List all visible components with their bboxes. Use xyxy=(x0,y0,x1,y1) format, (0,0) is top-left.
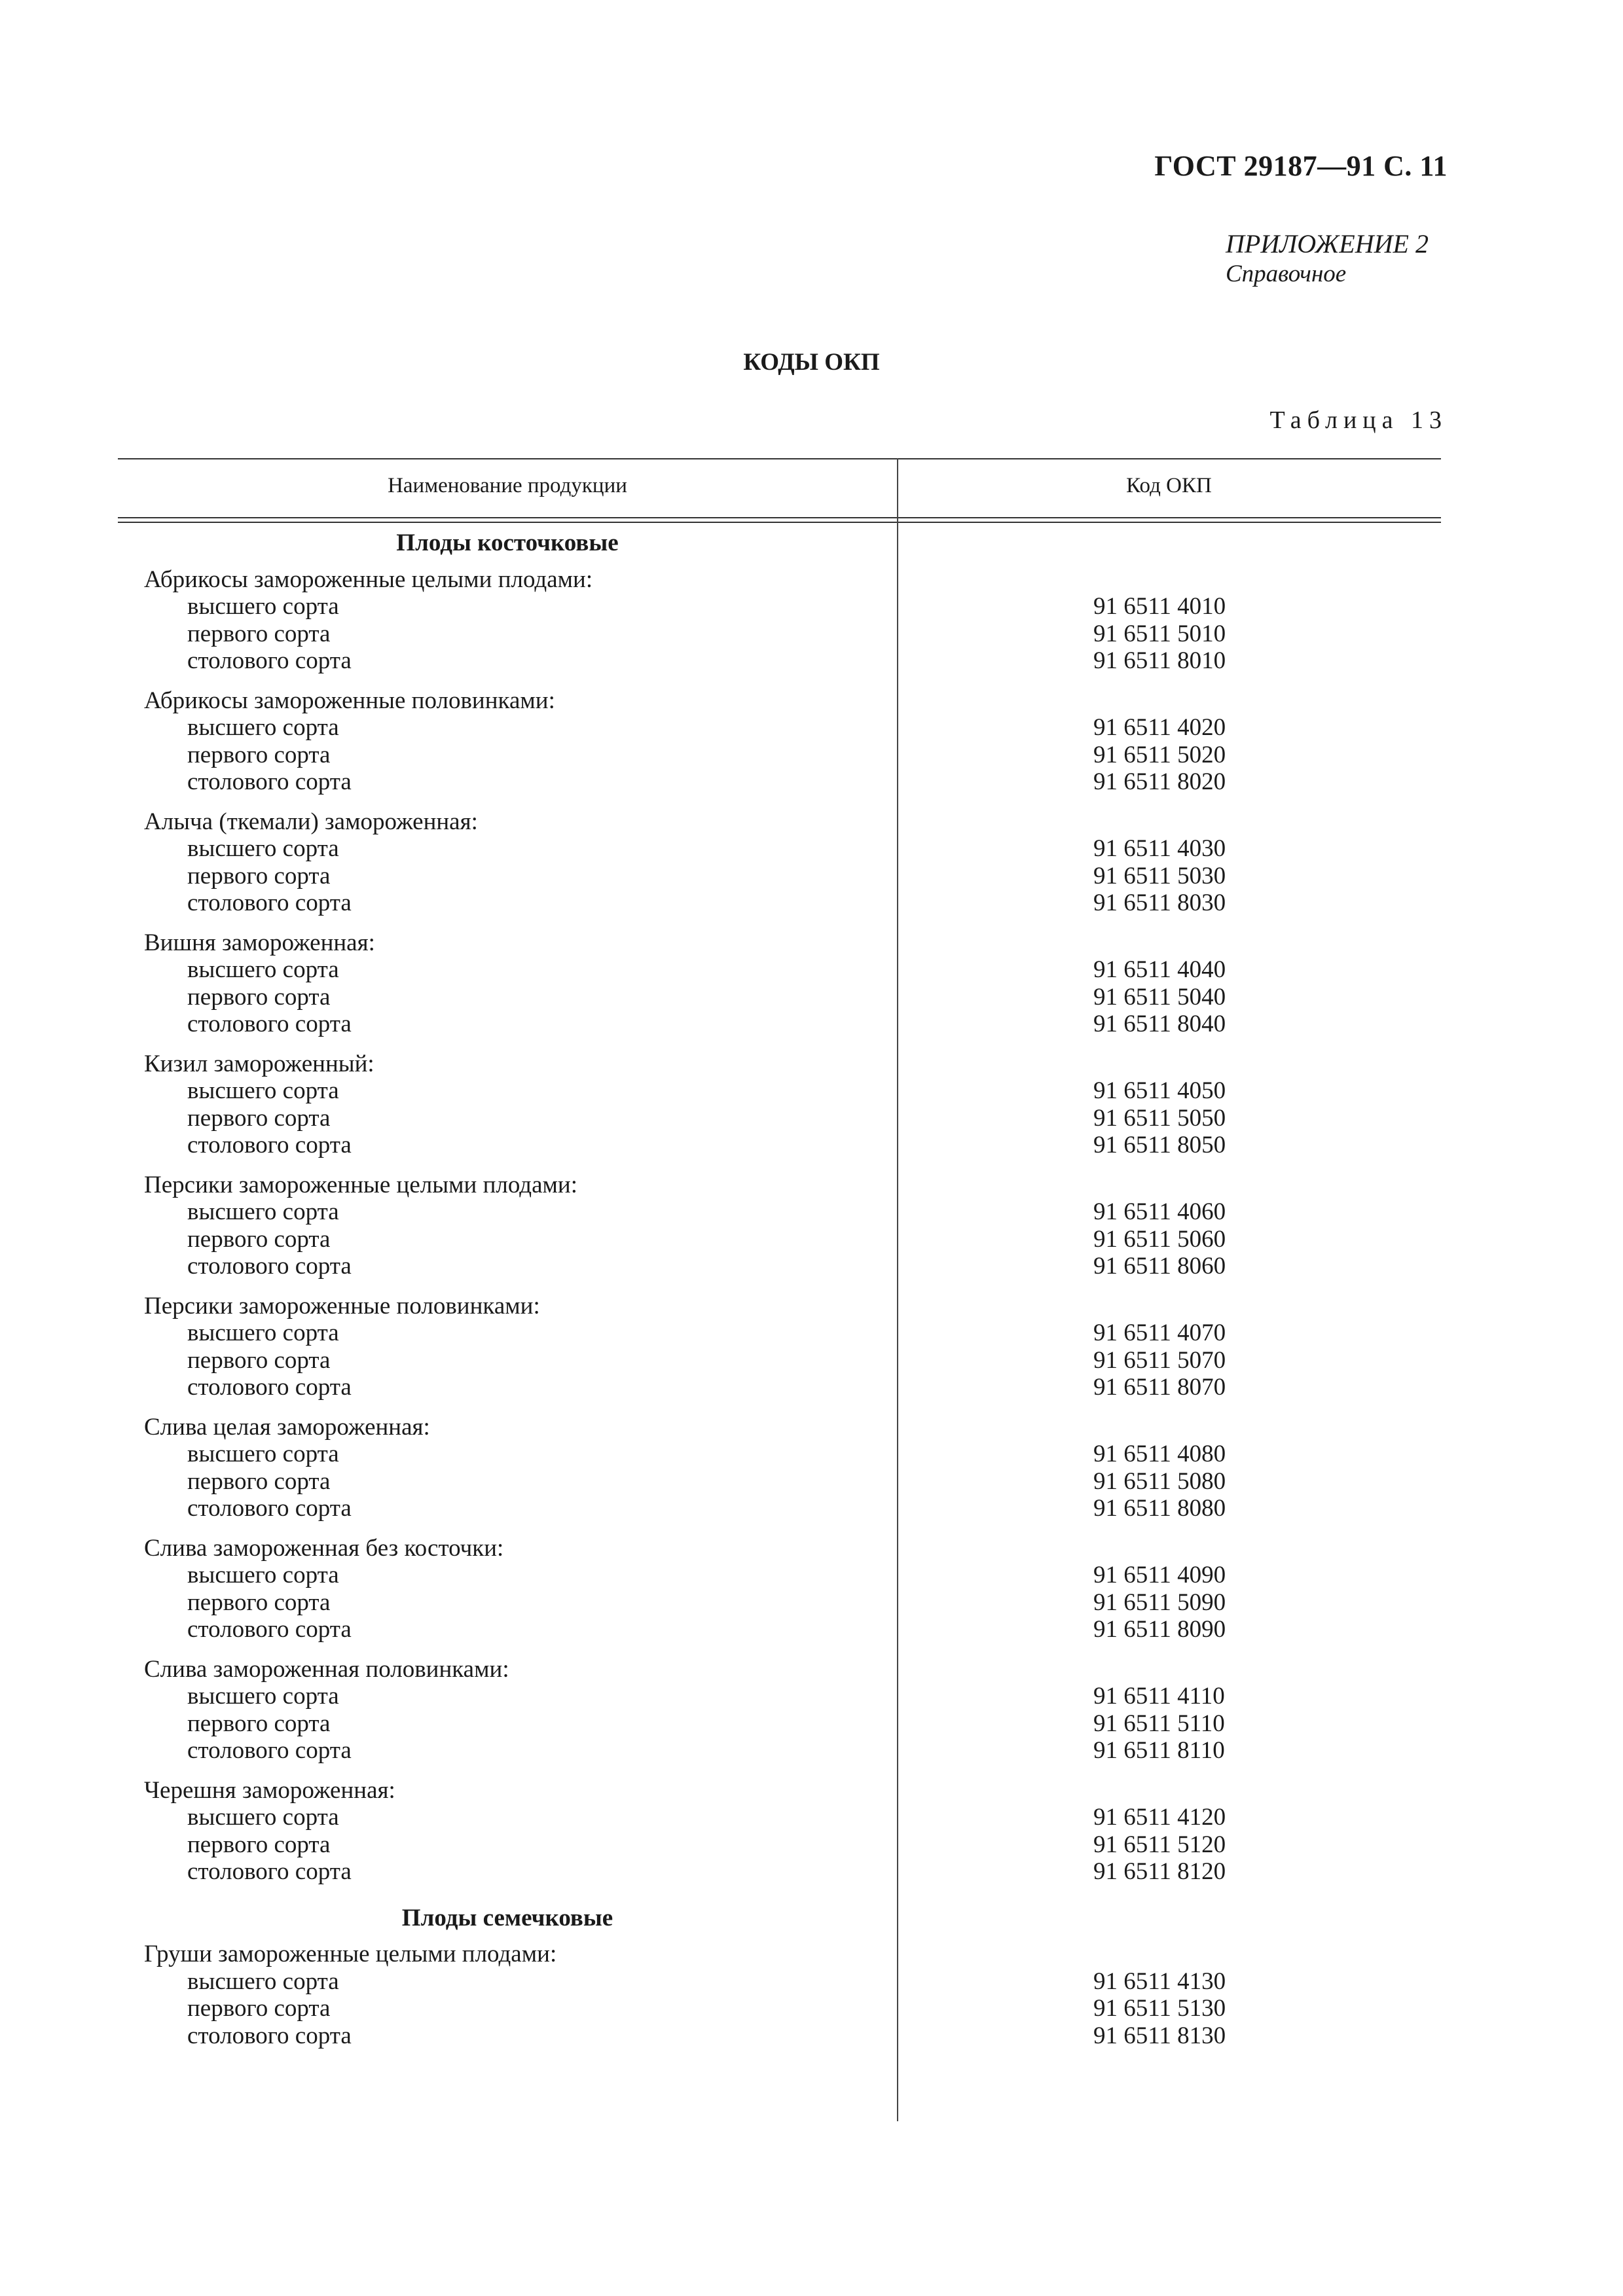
okp-code: 91 6511 8010 xyxy=(1093,647,1226,674)
product-group-name: Слива замороженная без косточки: xyxy=(144,1534,504,1562)
grade-label: первого сорта xyxy=(187,1588,331,1616)
okp-code: 91 6511 5060 xyxy=(1093,1225,1226,1253)
product-group xyxy=(118,1656,1441,1777)
grade-label: столового сорта xyxy=(187,1132,352,1158)
okp-codes-table xyxy=(118,458,1441,2062)
okp-code: 91 6511 8110 xyxy=(1093,1737,1225,1764)
table-body xyxy=(118,523,1441,2062)
table-row xyxy=(118,1495,1441,1522)
group-row xyxy=(118,1050,1441,1078)
product-group-name: Слива замороженная половинками: xyxy=(144,1655,509,1683)
grade-label: столового сорта xyxy=(187,2022,352,2049)
okp-code: 91 6511 8120 xyxy=(1093,1858,1226,1885)
grade-label: столового сорта xyxy=(187,768,352,795)
table-row xyxy=(118,1374,1441,1401)
grade-label: высшего сорта xyxy=(187,1319,339,1346)
okp-code: 91 6511 8060 xyxy=(1093,1253,1226,1280)
okp-code: 91 6511 5080 xyxy=(1093,1467,1226,1495)
grade-label: высшего сорта xyxy=(187,714,339,741)
grade-label: высшего сорта xyxy=(187,1077,339,1104)
product-group xyxy=(118,1414,1441,1535)
table-row xyxy=(118,835,1441,863)
product-group-name: Алыча (ткемали) замороженная: xyxy=(144,808,478,835)
table-row xyxy=(118,1077,1441,1105)
appendix-type: Справочное xyxy=(1226,260,1347,287)
grade-label: столового сорта xyxy=(187,1616,352,1643)
grade-label: высшего сорта xyxy=(187,835,339,862)
product-group xyxy=(118,929,1441,1050)
table-row xyxy=(118,1737,1441,1765)
grade-label: первого сорта xyxy=(187,1346,331,1374)
table-header xyxy=(118,459,1441,517)
group-row xyxy=(118,808,1441,836)
okp-code: 91 6511 5030 xyxy=(1093,862,1226,889)
table-row xyxy=(118,714,1441,742)
grade-label: первого сорта xyxy=(187,1710,331,1737)
appendix-label: ПРИЛОЖЕНИЕ 2 xyxy=(1226,229,1429,259)
grade-label: первого сорта xyxy=(187,1467,331,1495)
okp-code: 91 6511 4040 xyxy=(1093,956,1226,983)
grade-label: первого сорта xyxy=(187,1104,331,1132)
table-row xyxy=(118,1589,1441,1617)
okp-code: 91 6511 5090 xyxy=(1093,1588,1226,1616)
product-group-name: Абрикосы замороженные половинками: xyxy=(144,687,555,714)
group-row xyxy=(118,1941,1441,1968)
table-label: Таблица 13 xyxy=(1269,406,1448,434)
table-row xyxy=(118,956,1441,984)
grade-label: столового сорта xyxy=(187,1858,352,1885)
table-row xyxy=(118,1011,1441,1038)
table-row xyxy=(118,1683,1441,1710)
table-row xyxy=(118,1995,1441,2022)
product-group xyxy=(118,566,1441,687)
table-row xyxy=(118,742,1441,769)
group-row xyxy=(118,929,1441,957)
okp-code: 91 6511 4010 xyxy=(1093,593,1226,620)
okp-code: 91 6511 8090 xyxy=(1093,1616,1226,1643)
table-row xyxy=(118,1319,1441,1347)
table-row xyxy=(118,647,1441,675)
table-header-rule xyxy=(118,517,1441,523)
grade-label: высшего сорта xyxy=(187,956,339,983)
okp-code: 91 6511 8130 xyxy=(1093,2022,1226,2049)
okp-code: 91 6511 4130 xyxy=(1093,1967,1226,1995)
grade-label: столового сорта xyxy=(187,1737,352,1764)
grade-label: столового сорта xyxy=(187,1253,352,1280)
okp-code: 91 6511 4060 xyxy=(1093,1198,1226,1225)
okp-code: 91 6511 4070 xyxy=(1093,1319,1226,1346)
product-group-name: Слива целая замороженная: xyxy=(144,1413,430,1441)
okp-code: 91 6511 4030 xyxy=(1093,835,1226,862)
okp-code: 91 6511 8030 xyxy=(1093,889,1226,916)
group-row xyxy=(118,1535,1441,1562)
okp-code: 91 6511 4120 xyxy=(1093,1804,1226,1831)
grade-label: столового сорта xyxy=(187,1495,352,1522)
okp-code: 91 6511 5020 xyxy=(1093,741,1226,768)
okp-code: 91 6511 5070 xyxy=(1093,1346,1226,1374)
table-row xyxy=(118,1198,1441,1226)
table-row xyxy=(118,889,1441,917)
product-group xyxy=(118,687,1441,808)
table-row xyxy=(118,1132,1441,1159)
grade-label: первого сорта xyxy=(187,862,331,889)
grade-label: первого сорта xyxy=(187,1225,331,1253)
table-row xyxy=(118,1710,1441,1738)
table-row xyxy=(118,1968,1441,1996)
product-group-name: Груши замороженные целыми плодами: xyxy=(144,1941,557,1967)
product-group xyxy=(118,1941,1441,2062)
product-group-name: Персики замороженные целыми плодами: xyxy=(144,1171,578,1198)
table-row xyxy=(118,1253,1441,1280)
product-group xyxy=(118,1535,1441,1656)
product-group xyxy=(118,1777,1441,1898)
table-row xyxy=(118,620,1441,648)
okp-code: 91 6511 5050 xyxy=(1093,1104,1226,1132)
okp-code: 91 6511 4050 xyxy=(1093,1077,1226,1104)
product-group xyxy=(118,808,1441,929)
grade-label: столового сорта xyxy=(187,1011,352,1037)
column-header-okp-code: Код ОКП xyxy=(1126,474,1212,497)
table-row xyxy=(118,863,1441,890)
table-row xyxy=(118,768,1441,796)
product-group-name: Черешня замороженная: xyxy=(144,1776,395,1804)
document-header: ГОСТ 29187—91 С. 11 xyxy=(1154,150,1448,182)
table-row xyxy=(118,1858,1441,1886)
group-row xyxy=(118,1293,1441,1320)
table-row xyxy=(118,1616,1441,1643)
okp-code: 91 6511 4090 xyxy=(1093,1562,1226,1588)
document-title: КОДЫ ОКП xyxy=(743,349,880,376)
table-row xyxy=(118,1226,1441,1253)
table-row xyxy=(118,1804,1441,1831)
table-row xyxy=(118,593,1441,620)
group-row xyxy=(118,1414,1441,1441)
product-group xyxy=(118,1172,1441,1293)
grade-label: высшего сорта xyxy=(187,1804,339,1831)
grade-label: высшего сорта xyxy=(187,1198,339,1225)
table-row xyxy=(118,1441,1441,1468)
product-group-name: Персики замороженные половинками: xyxy=(144,1292,540,1319)
grade-label: первого сорта xyxy=(187,1995,331,2022)
okp-code: 91 6511 8020 xyxy=(1093,768,1226,795)
product-group-name: Кизил замороженный: xyxy=(144,1050,374,1077)
okp-code: 91 6511 5010 xyxy=(1093,620,1226,647)
group-row xyxy=(118,566,1441,594)
column-header-product-name: Наименование продукции xyxy=(388,474,627,497)
okp-code: 91 6511 8070 xyxy=(1093,1374,1226,1401)
okp-code: 91 6511 8050 xyxy=(1093,1132,1226,1158)
okp-code: 91 6511 5040 xyxy=(1093,983,1226,1011)
grade-label: первого сорта xyxy=(187,741,331,768)
okp-code: 91 6511 8040 xyxy=(1093,1011,1226,1037)
okp-code: 91 6511 4020 xyxy=(1093,714,1226,741)
grade-label: столового сорта xyxy=(187,889,352,916)
table-row xyxy=(118,2022,1441,2050)
okp-code: 91 6511 5130 xyxy=(1093,1995,1226,2022)
grade-label: первого сорта xyxy=(187,983,331,1011)
grade-label: столового сорта xyxy=(187,647,352,674)
table-row xyxy=(118,984,1441,1011)
table-row xyxy=(118,1347,1441,1374)
grade-label: высшего сорта xyxy=(187,1683,339,1710)
appendix-block xyxy=(1226,229,1429,289)
product-group-name: Вишня замороженная: xyxy=(144,929,375,956)
grade-label: столового сорта xyxy=(187,1374,352,1401)
okp-code: 91 6511 5110 xyxy=(1093,1710,1225,1737)
group-row xyxy=(118,1777,1441,1804)
section-heading: Плоды косточковые xyxy=(396,529,619,556)
section-heading: Плоды семечковые xyxy=(401,1904,613,1931)
product-group xyxy=(118,1050,1441,1172)
okp-code: 91 6511 4080 xyxy=(1093,1441,1226,1467)
table-row xyxy=(118,1831,1441,1859)
grade-label: высшего сорта xyxy=(187,1562,339,1588)
group-row xyxy=(118,1656,1441,1683)
grade-label: высшего сорта xyxy=(187,1967,339,1995)
grade-label: высшего сорта xyxy=(187,593,339,620)
okp-code: 91 6511 5120 xyxy=(1093,1831,1226,1858)
grade-label: первого сорта xyxy=(187,620,331,647)
grade-label: высшего сорта xyxy=(187,1441,339,1467)
group-row xyxy=(118,1172,1441,1199)
grade-label: первого сорта xyxy=(187,1831,331,1858)
okp-code: 91 6511 8080 xyxy=(1093,1495,1226,1522)
table-row xyxy=(118,1468,1441,1496)
column-divider xyxy=(897,458,898,521)
okp-code: 91 6511 4110 xyxy=(1093,1683,1225,1710)
product-group-name: Абрикосы замороженные целыми плодами: xyxy=(144,565,593,593)
product-group xyxy=(118,1293,1441,1414)
table-row xyxy=(118,1105,1441,1132)
table-row xyxy=(118,1562,1441,1589)
group-row xyxy=(118,687,1441,715)
